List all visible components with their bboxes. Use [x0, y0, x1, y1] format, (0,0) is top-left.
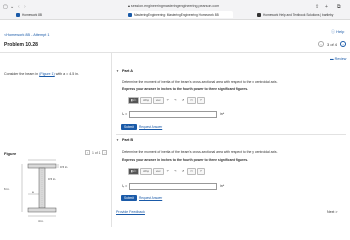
- undo-icon[interactable]: ↶: [166, 169, 170, 173]
- greek-button[interactable]: ΑΣφ: [140, 168, 152, 175]
- dim-height-label: 6 in.: [4, 187, 10, 191]
- redo-icon[interactable]: ↷: [174, 98, 177, 102]
- vector-button[interactable]: vec: [153, 168, 164, 175]
- prev-problem-button[interactable]: ‹: [318, 41, 324, 47]
- keyboard-icon[interactable]: ▭: [187, 97, 196, 104]
- part-b-request-answer[interactable]: Request Answer: [139, 196, 163, 200]
- part-b-unit: in⁴: [220, 184, 225, 188]
- ix-label: Iₓ =: [122, 112, 128, 116]
- keyboard-icon[interactable]: ▭: [187, 168, 196, 175]
- problem-statement: Consider the beam in (Figure 1) with a = 4.5 in.: [4, 72, 80, 76]
- part-b-header[interactable]: ▼ Part B: [116, 138, 134, 142]
- address-bar[interactable]: 🔒︎ session.engineeringmasteringengineering.pearson.com: [128, 3, 220, 8]
- back-icon[interactable]: ‹: [18, 4, 20, 10]
- ix-input[interactable]: [129, 111, 217, 118]
- undo-icon[interactable]: ↶: [166, 98, 170, 102]
- tab-mastering[interactable]: MasteringEngineering: MasteringEngineering Homework 8B: [128, 11, 233, 18]
- next-button[interactable]: Next >: [327, 210, 338, 214]
- iy-label: Iᵧ =: [122, 184, 128, 188]
- figure-prev-button[interactable]: ‹: [86, 150, 89, 155]
- dim-top-label: 0.5 in.: [60, 165, 69, 169]
- tab-bartleby[interactable]: Homework Help and Textbook Solutions | bartleby: [257, 11, 345, 18]
- reset-icon[interactable]: ↺: [181, 169, 185, 173]
- template-button[interactable]: ▮√□: [128, 168, 139, 175]
- greek-button[interactable]: ΑΣφ: [140, 97, 152, 104]
- review-icon: ▬: [330, 57, 335, 61]
- pearson-icon: [128, 13, 132, 17]
- redo-icon[interactable]: ↷: [174, 169, 177, 173]
- browser-chrome: [0, 0, 350, 20]
- help-button[interactable]: ?: [197, 168, 205, 175]
- dim-a-label: a: [32, 190, 34, 194]
- part-divider: [116, 134, 346, 135]
- part-b-answer: [122, 182, 217, 190]
- template-button[interactable]: ▮√□: [128, 97, 139, 104]
- pearson-icon: [16, 13, 20, 17]
- bartleby-icon: [257, 13, 261, 17]
- tab-overview-icon[interactable]: ⧉: [337, 4, 341, 10]
- part-a-toolbar: [128, 96, 205, 104]
- part-a-request-answer[interactable]: Request Answer: [139, 125, 163, 129]
- part-a-header[interactable]: ▼ Part A: [116, 69, 134, 73]
- part-b-instruction: Express your answer in inches to the fourth power to three significant figures.: [122, 158, 249, 162]
- part-a-answer: [122, 110, 217, 118]
- part-b-toolbar: [128, 167, 205, 175]
- part-a-submit-button[interactable]: Submit: [121, 124, 137, 130]
- tab-chevron-icon[interactable]: ⌄: [10, 4, 15, 10]
- i-beam-figure: [4, 158, 88, 224]
- part-b-question: Determine the moment of inertia of the beam's cross-sectional area with respect to the y centroidal axis.: [122, 150, 278, 154]
- reset-icon[interactable]: ↺: [181, 98, 185, 102]
- dim-width-label: 4 in.: [38, 219, 44, 223]
- dim-web-label: 0.5 in.: [48, 177, 57, 181]
- pager: ‹ 3 of 4 ›: [318, 41, 346, 47]
- figure-next-button[interactable]: ›: [104, 150, 106, 155]
- review-link[interactable]: ▬ Review: [330, 57, 347, 61]
- breadcrumb[interactable]: <Homework 8B - Attempt 1: [4, 33, 50, 37]
- part-a-question: Determine the moment of inertia of the beam's cross-sectional area with respect to the x centroidal axis.: [122, 80, 278, 84]
- help-button[interactable]: ?: [197, 97, 205, 104]
- figure-link[interactable]: (Figure 1): [39, 72, 55, 76]
- next-problem-button[interactable]: ›: [340, 41, 346, 47]
- page-title: Problem 10.28: [4, 42, 38, 48]
- part-b-submit-button[interactable]: Submit: [121, 195, 137, 201]
- sidebar-toggle-icon[interactable]: ▢: [3, 4, 8, 10]
- tab-homework[interactable]: Homework 8B: [16, 11, 111, 18]
- figure-nav: ‹ 1 of 1 ›: [86, 150, 106, 155]
- caret-down-icon: ▼: [116, 69, 119, 73]
- lock-icon: 🔒︎: [128, 3, 130, 8]
- forward-icon[interactable]: ›: [24, 4, 26, 10]
- part-a-unit: in⁴: [220, 112, 225, 116]
- part-a-instruction: Express your answer in inches to the fourth power to three significant figures.: [122, 87, 249, 91]
- caret-down-icon: ▼: [116, 138, 119, 142]
- vector-button[interactable]: vec: [153, 97, 164, 104]
- provide-feedback-link[interactable]: Provide Feedback: [116, 210, 145, 214]
- help-icon: ⓘ: [331, 29, 337, 34]
- help-link[interactable]: ⓘ Help: [331, 29, 345, 34]
- iy-input[interactable]: [129, 183, 217, 190]
- figure-label: Figure: [4, 151, 17, 156]
- share-icon[interactable]: ⇪: [315, 4, 320, 10]
- new-tab-icon[interactable]: +: [325, 4, 328, 10]
